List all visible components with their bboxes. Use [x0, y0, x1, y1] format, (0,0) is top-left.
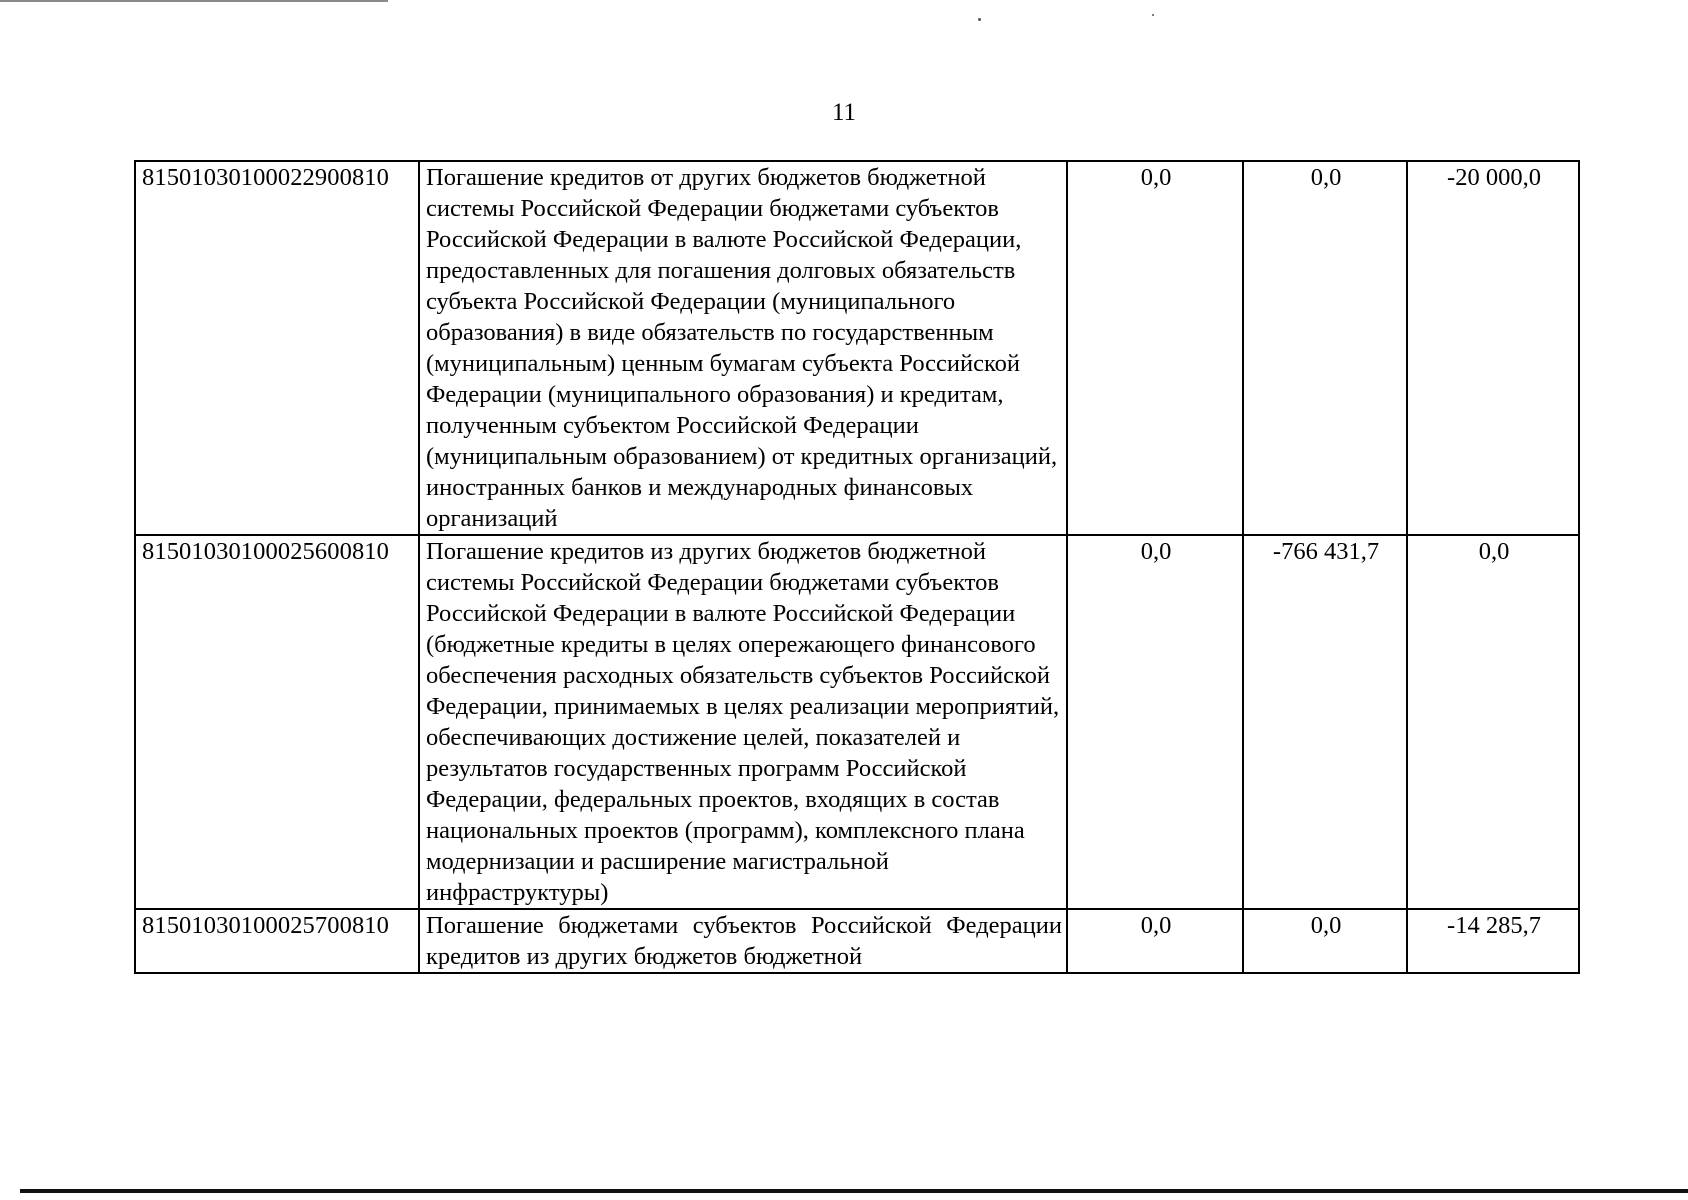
top-edge-rule [0, 0, 388, 2]
scan-speck [1152, 14, 1154, 16]
item-name-cell: Погашение кредитов от других бюджетов бюджетной системы Российской Федерации бюджетами субъектов Российской Федерации в валюте Российской Федерации, предоставленных для погашения долговых обязательств субъекта Российской Федерации (муниципального образования) в виде обязательств по государственным (муниципальным) ценным бумагам субъекта Российской Федерации (муниципального образования) и кредитам, полученным субъектом Российской Федерации (муниципальным образованием) от кредитных организаций, иностранных банков и международных финансовых организаций [419, 161, 1067, 535]
item-name-cell: Погашение бюджетами субъектов Российской Федерации кредитов из других бюджетов бюджетной [419, 909, 1067, 973]
value-cell-2: -766 431,7 [1243, 535, 1407, 909]
table-row [135, 909, 1579, 973]
value-cell-2: 0,0 [1243, 161, 1407, 535]
table-row [135, 161, 1579, 535]
value-cell-3: -20 000,0 [1407, 161, 1579, 535]
page-number: 11 [831, 99, 857, 126]
budget-code-cell: 81501030100025700810 [135, 909, 419, 973]
scan-speck [978, 18, 981, 21]
item-name-cell: Погашение кредитов из других бюджетов бюджетной системы Российской Федерации бюджетами субъектов Российской Федерации в валюте Российской Федерации (бюджетные кредиты в целях опережающего финансового обеспечения расходных обязательств субъектов Российской Федерации, принимаемых в целях реализации мероприятий, обеспечивающих достижение целей, показателей и результатов государственных программ Российской Федерации, федеральных проектов, входящих в состав национальных проектов (программ), комплексного плана модернизации и расширение магистральной инфраструктуры) [419, 535, 1067, 909]
value-cell-3: 0,0 [1407, 535, 1579, 909]
budget-code-cell: 81501030100022900810 [135, 161, 419, 535]
value-cell-3: -14 285,7 [1407, 909, 1579, 973]
value-cell-1: 0,0 [1067, 535, 1243, 909]
budget-table [134, 160, 1580, 974]
value-cell-1: 0,0 [1067, 161, 1243, 535]
value-cell-2: 0,0 [1243, 909, 1407, 973]
bottom-edge-rule [20, 1189, 1688, 1193]
value-cell-1: 0,0 [1067, 909, 1243, 973]
table-row [135, 535, 1579, 909]
budget-code-cell: 81501030100025600810 [135, 535, 419, 909]
